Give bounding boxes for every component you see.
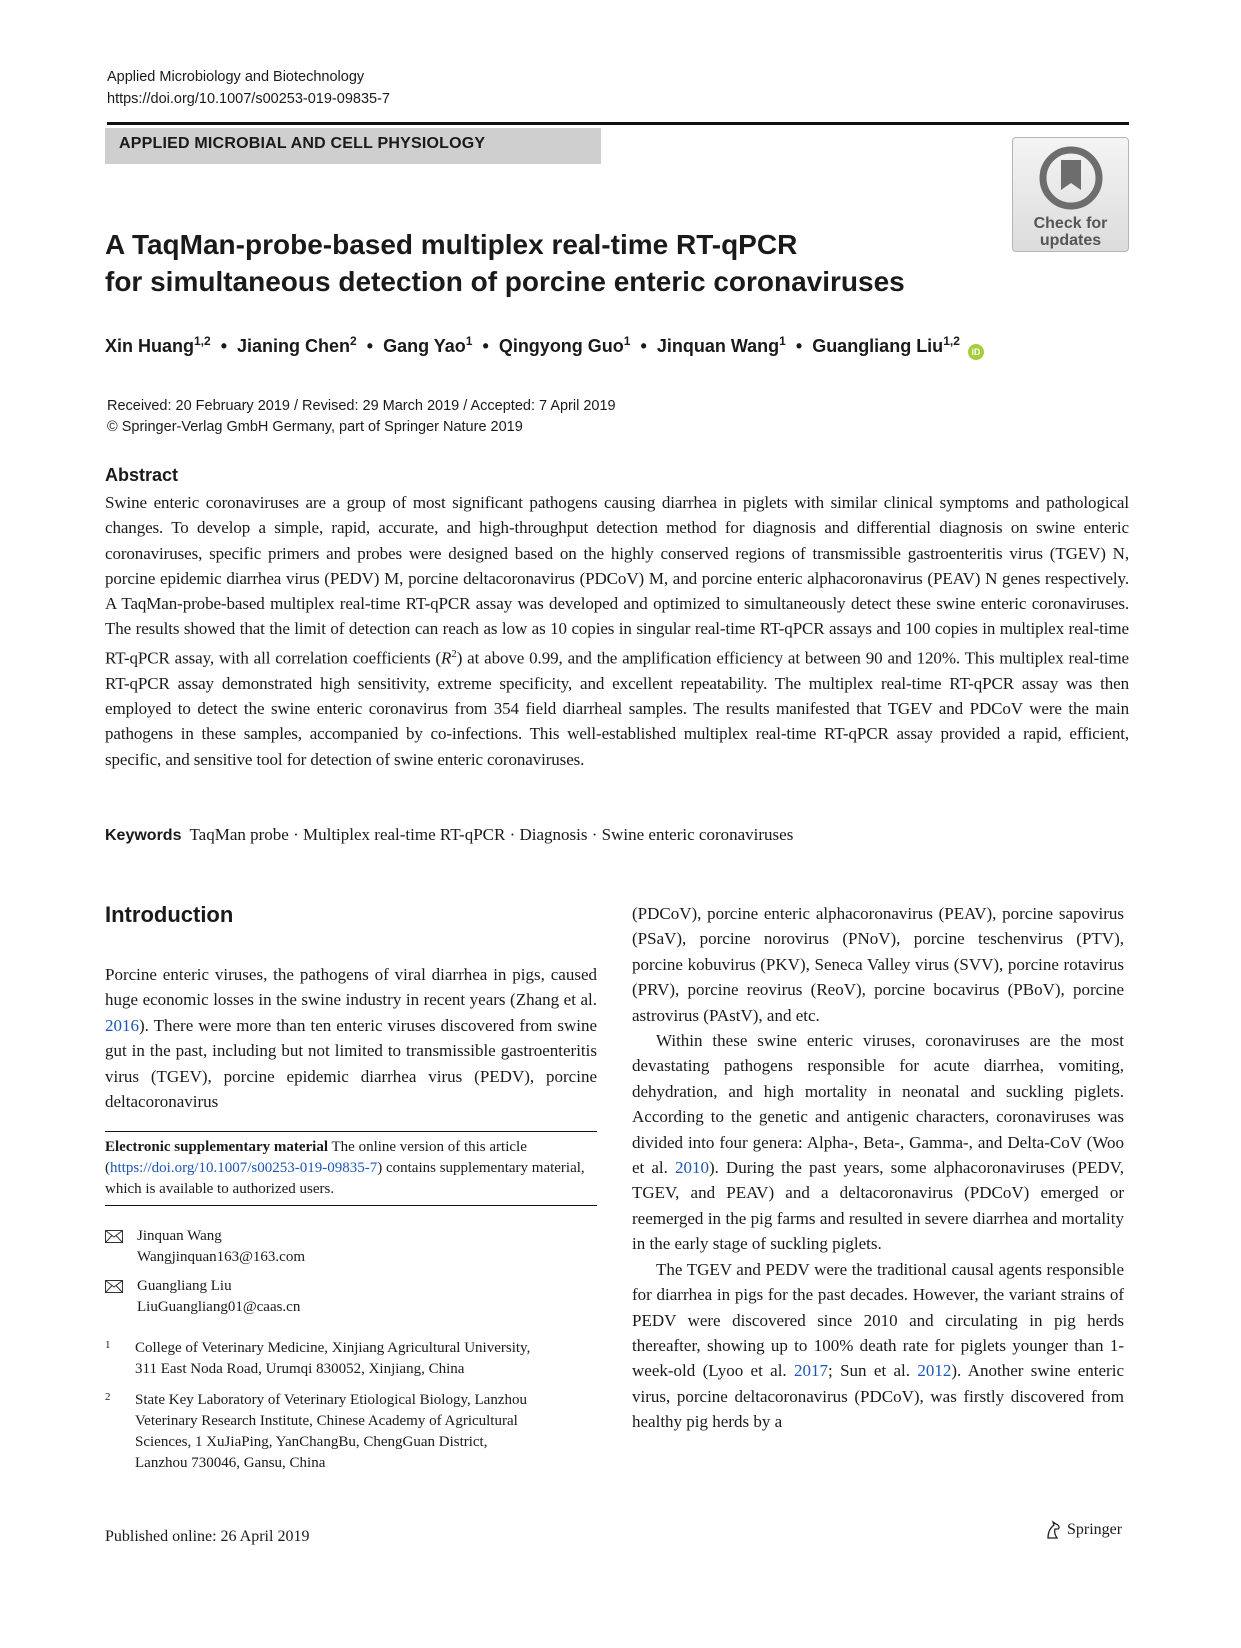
- affiliation: [105, 1338, 597, 1380]
- affiliation-line: Veterinary Research Institute, Chinese Academy of Agricultural: [135, 1413, 518, 1429]
- affiliation-line: Lanzhou 730046, Gansu, China: [135, 1455, 326, 1471]
- intro-paragraph: [632, 1257, 1124, 1435]
- check-for-updates-badge[interactable]: [1012, 137, 1129, 252]
- author-separator: •: [482, 336, 489, 356]
- citation-link[interactable]: 2016: [105, 1015, 139, 1035]
- text-run: Within these swine enteric viruses, coronaviruses are the most devastating pathogens responsible for acute diarrhea, vomiting, dehydration, and high mortality in neonatal and suckling piglets. According to the genetic and antigenic characters, coronaviruses was divided into four genera: Alpha-, Beta-, Gamma-, and Delta-CoV (Woo et al.: [632, 1031, 1124, 1178]
- article-title: [105, 226, 985, 300]
- citation-link[interactable]: 2017: [794, 1361, 829, 1381]
- author-affiliation: 1: [465, 334, 473, 348]
- esm-link[interactable]: https://doi.org/10.1007/s00253-019-09835-7: [110, 1160, 378, 1176]
- abstract-text: [105, 490, 1129, 772]
- contact-entry: [105, 1226, 597, 1268]
- published-online: Published online: 26 April 2019: [105, 1528, 310, 1545]
- author-name[interactable]: Xin Huang: [105, 336, 194, 356]
- text-run: ) contains supplementary material, which is available to authorized users.: [105, 1160, 585, 1197]
- affiliation-number: 1: [105, 1339, 111, 1351]
- citation-link[interactable]: 2010: [674, 1158, 709, 1178]
- text-run: ). There were more than ten enteric viruses discovered from swine gut in the past, including but not limited to transmissible gastroenteritis virus (TGEV), porcine epidemic diarrhea virus (PEDV), porcine deltacoronavirus: [105, 1015, 597, 1112]
- keywords-label: Keywords: [105, 827, 182, 844]
- section-label: APPLIED MICROBIAL AND CELL PHYSIOLOGY: [105, 128, 601, 164]
- copyright: © Springer-Verlag GmbH Germany, part of Springer Nature 2019: [107, 419, 523, 435]
- contact-name: Guangliang Liu: [137, 1278, 232, 1294]
- affiliation-line: State Key Laboratory of Veterinary Etiological Biology, Lanzhou: [135, 1392, 527, 1408]
- intro-paragraph: [632, 1028, 1124, 1257]
- author-list: [105, 334, 984, 360]
- history-dates: Received: 20 February 2019 / Revised: 29 March 2019 / Accepted: 7 April 2019: [107, 398, 616, 414]
- contact-name: Jinquan Wang: [137, 1228, 222, 1244]
- springer-horse-icon: [1043, 1520, 1063, 1540]
- author-affiliation: 1: [623, 334, 631, 348]
- text-run: The TGEV and PEDV were the traditional causal agents responsible for diarrhea in pigs for the past decades. However, the variant strains of PEDV were discovered since 2010 and circulating in pig herds thereafter, showing up to 100% death rate for piglets younger than 1-week-old (Lyoo et al.: [632, 1259, 1124, 1381]
- right-column: [632, 901, 1124, 1435]
- article-dates: [107, 396, 616, 438]
- title-line-1: A TaqMan-probe-based multiplex real-time RT-qPCR: [105, 229, 798, 260]
- title-line-2: for simultaneous detection of porcine enteric coronaviruses: [105, 266, 905, 297]
- footnote-rule: [105, 1205, 597, 1206]
- footnote-rule: [105, 1131, 597, 1132]
- envelope-icon: [105, 1230, 123, 1243]
- doi-link[interactable]: https://doi.org/10.1007/s00253-019-09835-7: [107, 91, 390, 107]
- author-separator: •: [366, 336, 374, 356]
- contact-email[interactable]: LiuGuangliang01@caas.cn: [137, 1299, 301, 1315]
- author-affiliation: 1: [779, 334, 786, 348]
- text-run: The online version of this article (: [105, 1139, 527, 1176]
- introduction-heading: Introduction: [105, 902, 234, 927]
- text-run: ). During the past years, some alphacoronaviruses (PEDV, TGEV, and PEAV) and a deltacoronavirus (PDCoV) emerged or reemerged in the pig farms and resulted in severe diarrhea and mortality in the early stage of suckling piglets.: [632, 1158, 1124, 1254]
- supplementary-note: [105, 1137, 597, 1200]
- author-affiliation: 1,2: [194, 334, 211, 348]
- contact-entry: [105, 1276, 597, 1318]
- contact-email[interactable]: Wangjinquan163@163.com: [137, 1249, 305, 1265]
- esm-label: Electronic supplementary material: [105, 1139, 329, 1155]
- abstract-part-2: ) at above 0.99, and the amplification efficiency at between 90 and 120%. This multiplex real-time RT-qPCR assay demonstrated high sensitivity, extreme specificity, and excellent repeatability. The multiplex real-time RT-qPCR assay was then employed to detect the swine enteric coronavirus from 354 field diarrheal samples. The results manifested that TGEV and PDCoV were the main pathogens in these samples, accompanied by co-infections. This well-established multiplex real-time RT-qPCR assay provided a rapid, efficient, specific, and sensitive tool for detection of swine enteric coronaviruses.: [105, 648, 1130, 769]
- affiliation-number: 2: [105, 1391, 111, 1403]
- keywords: [105, 825, 793, 845]
- journal-header: [107, 66, 390, 110]
- intro-paragraph: [105, 962, 597, 1114]
- publisher-name: Springer: [1067, 1521, 1123, 1538]
- author-separator: •: [795, 336, 803, 356]
- author-name[interactable]: Guangliang Liu: [812, 336, 944, 356]
- author-separator: •: [640, 336, 647, 356]
- author-affiliation: 1,2: [943, 334, 960, 348]
- abstract-part-1: Swine enteric coronaviruses are a group of most significant pathogens causing diarrhea in piglets with similar clinical symptoms and pathological changes. To develop a simple, rapid, accurate, and high-throughput detection method for diagnosis and differential diagnosis on swine enteric coronaviruses, specific primers and probes were designed based on the highly conserved regions of transmissible gastroenteritis virus (TGEV) N, porcine epidemic diarrhea virus (PEDV) M, porcine deltacoronavirus (PDCoV) M, and porcine enteric alphacoronavirus (PEAV) N genes respectively. A TaqMan-probe-based multiplex real-time RT-qPCR assay was developed and optimized to simultaneously detect these swine enteric coronaviruses. The results showed that the limit of detection can reach as low as 10 copies in singular real-time RT-qPCR assays and 100 copies in multiplex real-time RT-qPCR assay, with all correlation coefficients (: [105, 493, 1129, 668]
- r-squared-letter: R: [440, 648, 452, 668]
- text-run: ). Another swine enteric virus, porcine deltacoronavirus (PDCoV), was firstly discovered from healthy pig herds by a: [632, 1361, 1124, 1432]
- envelope-icon: [105, 1280, 123, 1293]
- r-squared-exponent: 2: [451, 647, 457, 660]
- text-run: Porcine enteric viruses, the pathogens of viral diarrhea in pigs, caused huge economic losses in the swine industry in recent years (Zhang et al.: [105, 965, 597, 1010]
- text-run: ; Sun et al.: [828, 1361, 918, 1381]
- crossmark-icon: [1039, 146, 1103, 210]
- author-separator: •: [220, 336, 228, 356]
- check-text-line2: updates: [1039, 232, 1102, 249]
- header-rule: [107, 122, 1129, 125]
- affiliation-line: 311 East Noda Road, Urumqi 830052, Xinjiang, China: [135, 1361, 465, 1377]
- keywords-text: TaqMan probe · Multiplex real-time RT-qPCR · Diagnosis · Swine enteric coronaviruses: [189, 825, 794, 844]
- orcid-icon[interactable]: iD: [968, 344, 984, 360]
- affiliation-line: College of Veterinary Medicine, Xinjiang Agricultural University,: [135, 1340, 531, 1356]
- journal-name: Applied Microbiology and Biotechnology: [107, 69, 365, 85]
- check-text-line1: Check for: [1033, 215, 1108, 232]
- author-affiliation: 2: [350, 334, 357, 348]
- citation-link[interactable]: 2012: [917, 1361, 952, 1381]
- affiliation: [105, 1390, 597, 1474]
- abstract-heading: Abstract: [105, 465, 179, 485]
- author-name[interactable]: Jinquan Wang: [656, 336, 780, 356]
- publisher-logo: [1043, 1520, 1122, 1540]
- author-name[interactable]: Jianing Chen: [237, 336, 351, 356]
- intro-paragraph: (PDCoV), porcine enteric alphacoronavirus (PEAV), porcine sapovirus (PSaV), porcine norovirus (PNoV), porcine teschenvirus (PTV), porcine kobuvirus (PKV), Seneca Valley virus (SVV), porcine rotavirus (PRV), porcine reovirus (ReoV), porcine bocavirus (PBoV), porcine astrovirus (PAstV), and etc.: [632, 904, 1124, 1025]
- author-name[interactable]: Gang Yao: [383, 336, 466, 356]
- left-column: [105, 962, 597, 1114]
- author-name[interactable]: Qingyong Guo: [498, 336, 624, 356]
- affiliation-line: Sciences, 1 XuJiaPing, YanChangBu, ChengGuan District,: [135, 1434, 488, 1450]
